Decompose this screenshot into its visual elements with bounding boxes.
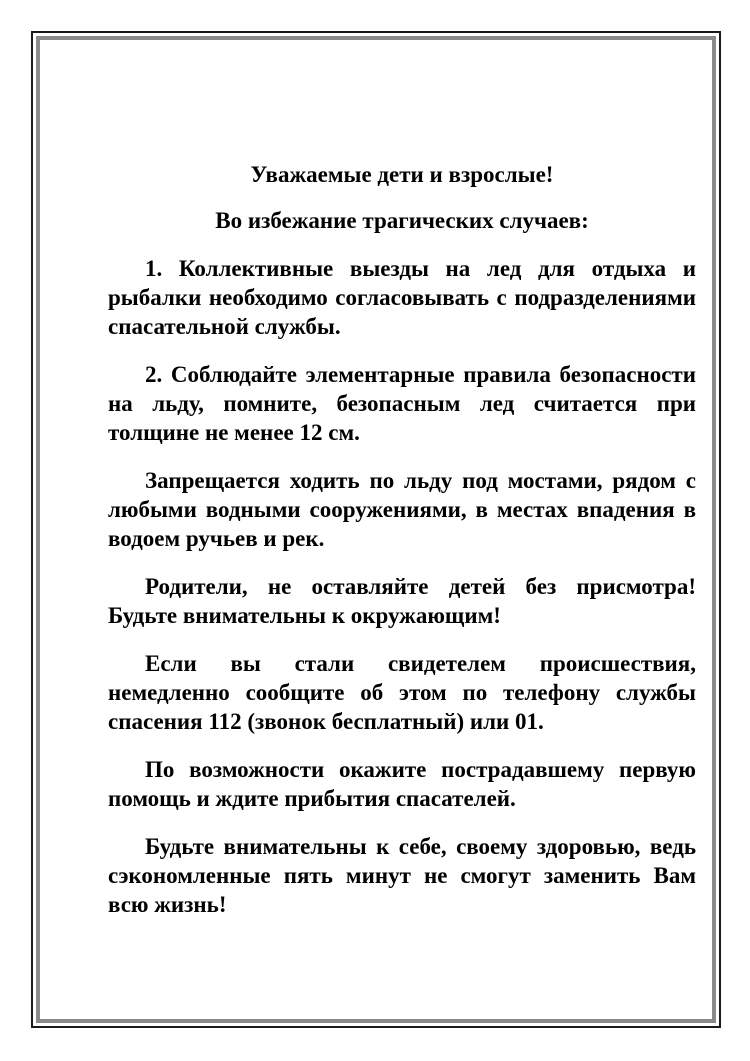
paragraph-2: 2. Соблюдайте элементарные правила безопасности на льду, помните, безопасным лед считается при толщине не менее 12 см. xyxy=(108,362,696,445)
paragraph-4: Родители, не оставляйте детей без присмотра! Будьте внимательны к окружающим! xyxy=(108,574,696,628)
paragraph-7: Будьте внимательны к себе, своему здоровью, ведь сэкономленные пять минут не смогут заменить Вам всю жизнь! xyxy=(108,834,696,917)
notice-content xyxy=(108,160,696,938)
paragraph-3: Запрещается ходить по льду под мостами, рядом с любыми водными сооружениями, в местах впадения в водоем ручьев и рек. xyxy=(108,468,696,551)
notice-subtitle: Во избежание трагических случаев: xyxy=(215,208,589,233)
paragraph-6: По возможности окажите пострадавшему первую помощь и ждите прибытия спасателей. xyxy=(108,757,696,811)
paragraph-5: Если вы стали свидетелем происшествия, немедленно сообщите об этом по телефону службы спасения 112 (звонок бесплатный) или 01. xyxy=(108,651,696,734)
notice-title: Уважаемые дети и взрослые! xyxy=(250,162,554,187)
paragraph-1: 1. Коллективные выезды на лед для отдыха и рыбалки необходимо согласовывать с подразделениями спасательной службы. xyxy=(108,256,696,339)
